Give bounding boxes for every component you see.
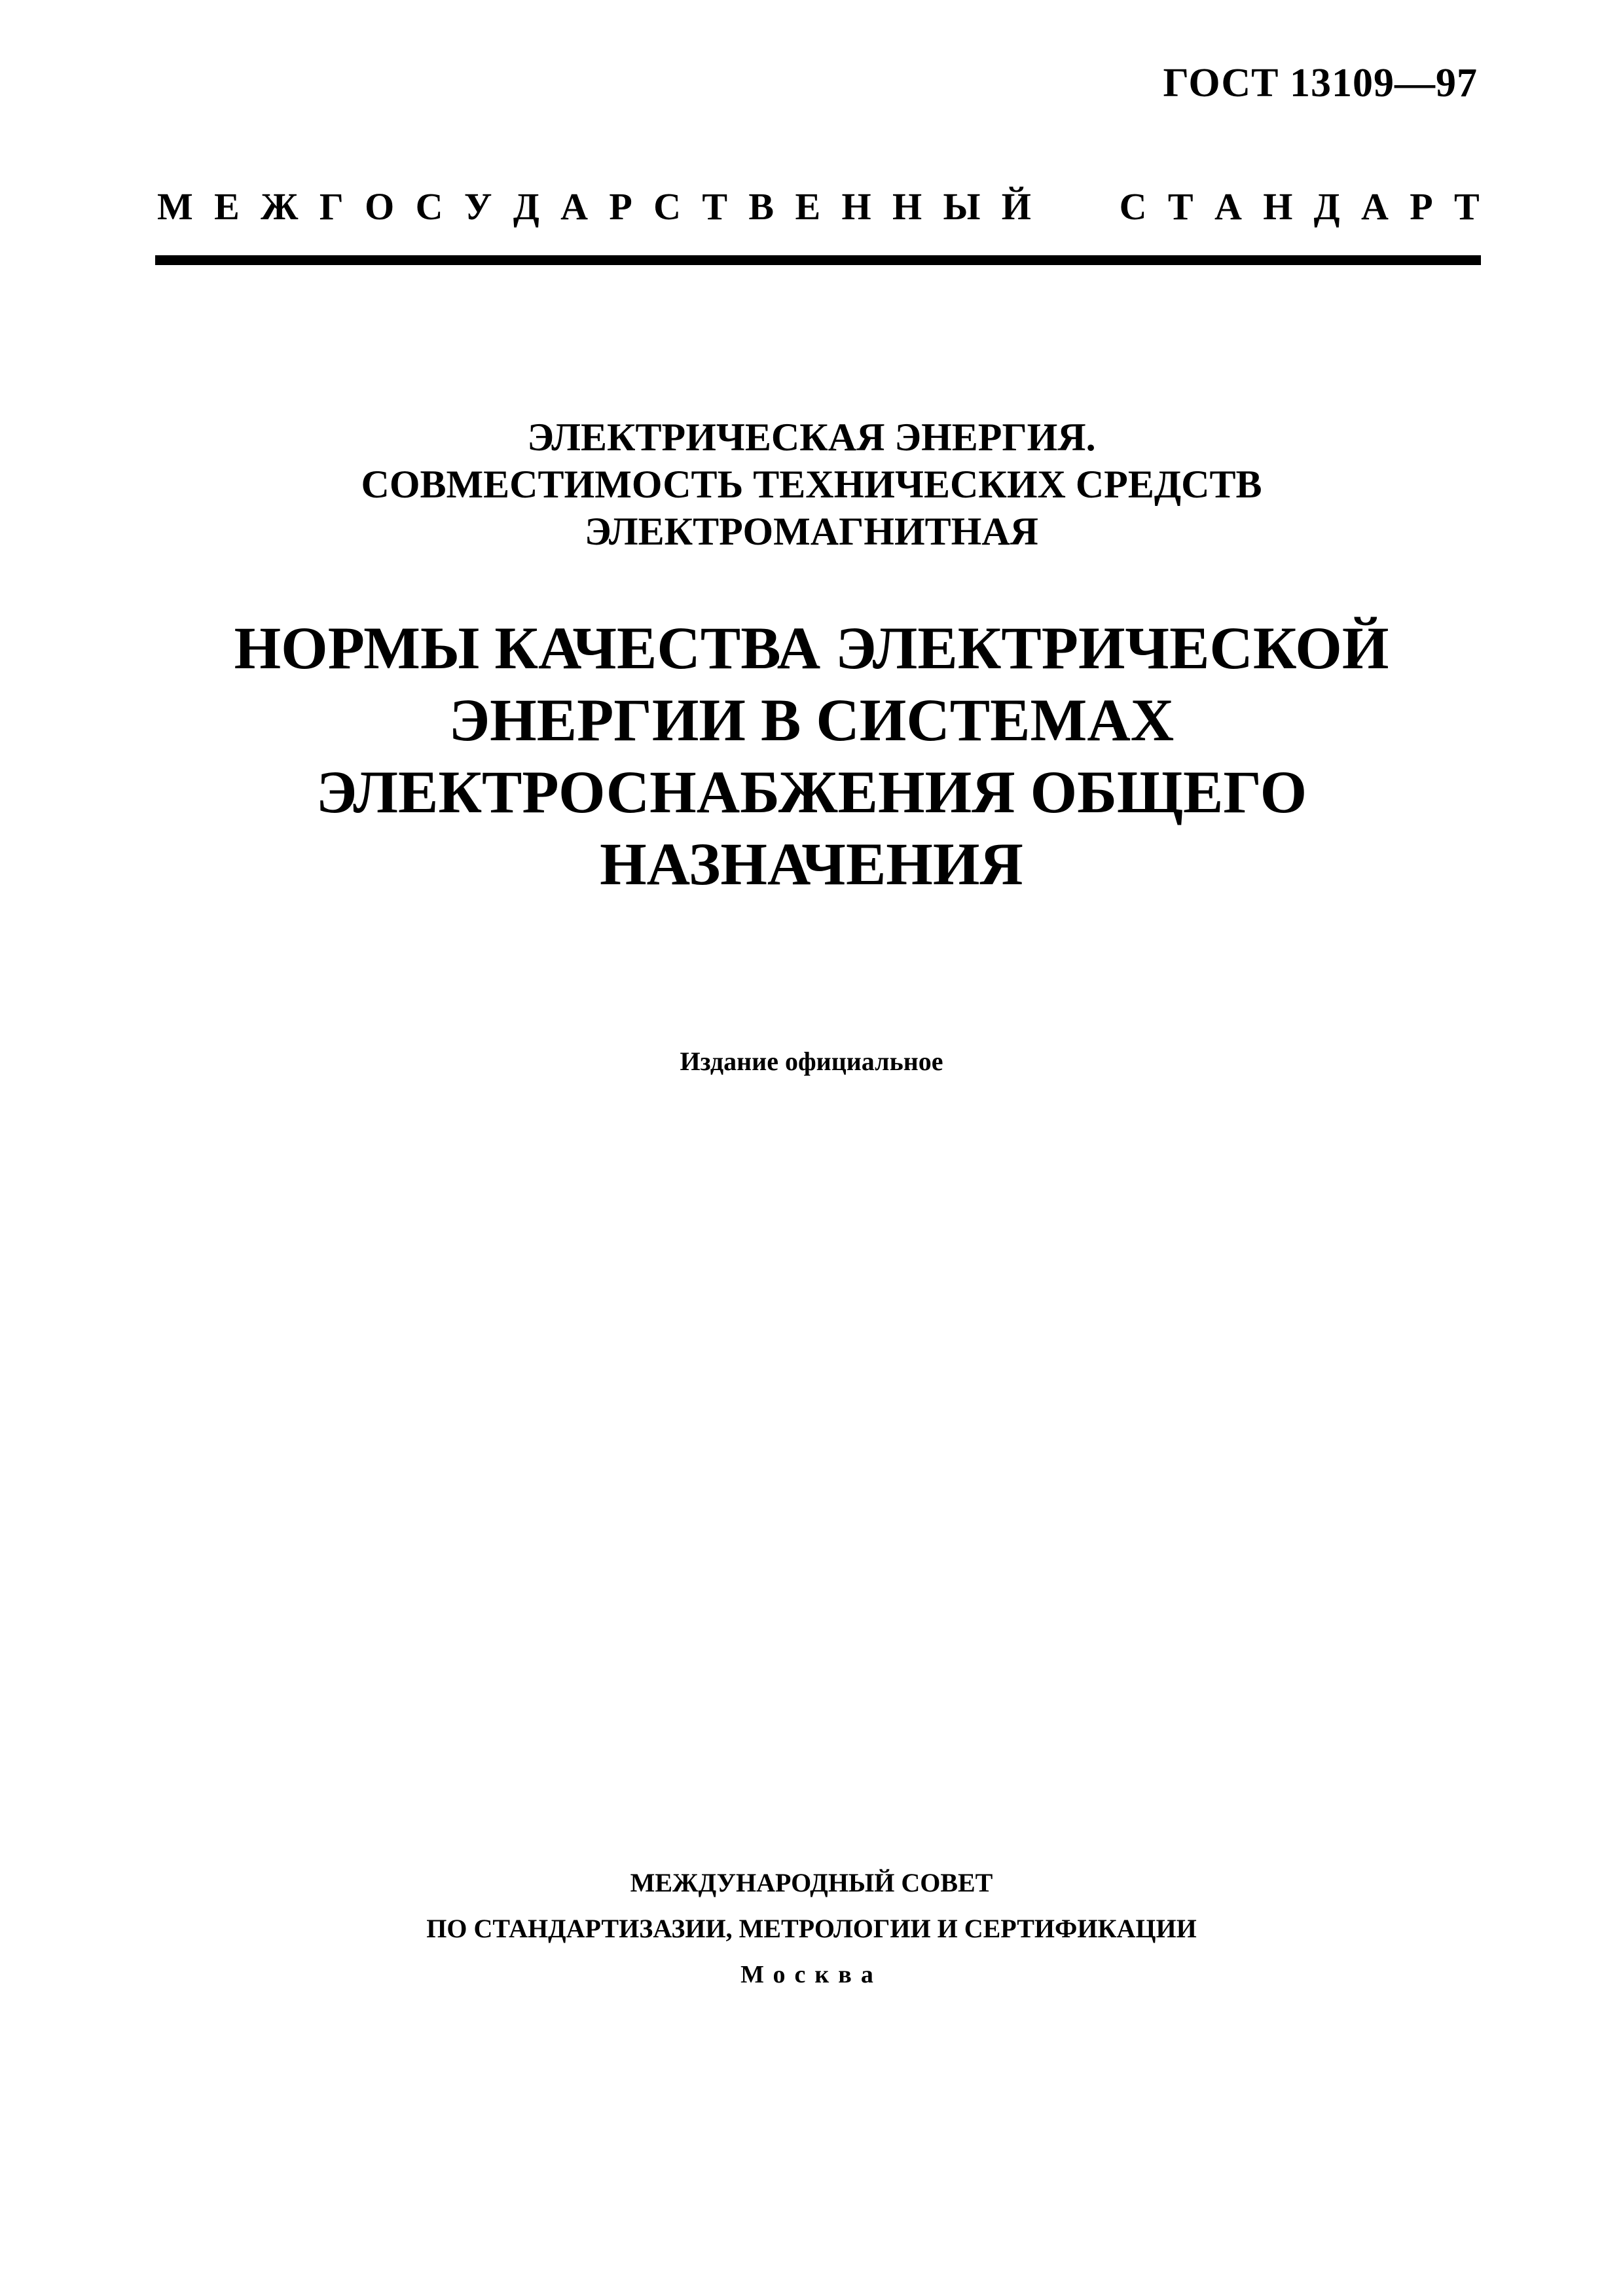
standard-type-letter: У: [464, 185, 492, 228]
standard-type-letter: Т: [1167, 185, 1194, 228]
standard-type-letter: Н: [892, 185, 922, 228]
publisher-block: [0, 1860, 1623, 1998]
standard-type-letter: А: [1360, 185, 1389, 228]
standard-type-letter: Д: [1313, 185, 1340, 228]
standard-type-letter: А: [1214, 185, 1242, 228]
main-title-line: ЭНЕРГИИ В СИСТЕМАХ: [448, 687, 1175, 753]
standard-type-letter: Д: [513, 185, 539, 228]
standard-type-letter: О: [365, 185, 395, 228]
standard-type-letter: А: [560, 185, 588, 228]
standard-type-letter: Н: [1263, 185, 1293, 228]
standard-type-letter: С: [415, 185, 443, 228]
group-title-line: ЭЛЕКТРОМАГНИТНАЯ: [585, 510, 1038, 553]
standard-type-letter: С: [1119, 185, 1147, 228]
standard-type-letter: Р: [1410, 185, 1433, 228]
standard-designation: ГОСТ 13109—97: [1163, 61, 1478, 105]
main-title-line: НОРМЫ КАЧЕСТВА ЭЛЕКТРИЧЕСКОЙ: [234, 615, 1389, 681]
standard-type-letter: Ж: [261, 185, 299, 228]
standard-type-letter: Й: [1001, 185, 1031, 228]
standard-type-letter: Ы: [943, 185, 981, 228]
publisher-name-line: ПО СТАНДАРТИЗАЗИИ, МЕТРОЛОГИИ И СЕРТИФИКАЦИИ: [426, 1914, 1197, 1943]
header-rule: [155, 255, 1481, 265]
standard-type-letter: Т: [1453, 185, 1480, 228]
standard-type-letter: Р: [609, 185, 632, 228]
standard-type-letter: Е: [214, 185, 240, 228]
standard-type-letter: Т: [702, 185, 728, 228]
group-title: [0, 414, 1623, 555]
standard-type-letter: В: [748, 185, 775, 228]
standard-type-heading: [157, 185, 1480, 228]
standard-type-letter: Н: [841, 185, 871, 228]
main-title-line: НАЗНАЧЕНИЯ: [600, 831, 1023, 897]
publisher-city: Москва: [740, 1961, 883, 1988]
standard-type-letter: Г: [319, 185, 344, 228]
standard-type-letter: С: [653, 185, 682, 228]
word-gap: [1052, 185, 1098, 228]
main-title-line: ЭЛЕКТРОСНАБЖЕНИЯ ОБЩЕГО: [316, 759, 1307, 825]
main-title: [0, 612, 1623, 900]
group-title-line: СОВМЕСТИМОСТЬ ТЕХНИЧЕСКИХ СРЕДСТВ: [361, 463, 1262, 506]
standard-type-letter: М: [157, 185, 193, 228]
group-title-line: ЭЛЕКТРИЧЕСКАЯ ЭНЕРГИЯ.: [527, 416, 1096, 459]
standard-type-letter: Е: [795, 185, 821, 228]
publisher-name-line: МЕЖДУНАРОДНЫЙ СОВЕТ: [630, 1868, 993, 1897]
edition-note: Издание официальное: [680, 1047, 943, 1076]
